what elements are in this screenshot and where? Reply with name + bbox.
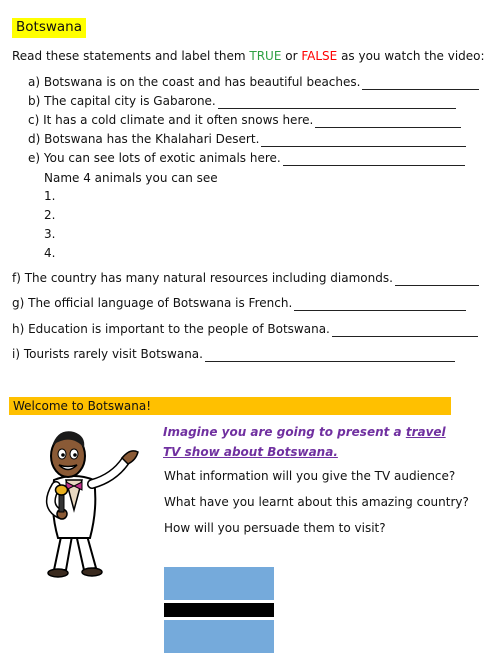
statement-a xyxy=(28,74,479,90)
botswana-flag-image xyxy=(164,567,274,653)
statement-f xyxy=(12,270,479,286)
animals-prompt: Name 4 animals you can see xyxy=(44,171,218,185)
statement-label: b) The capital city is Gabarone. xyxy=(28,94,216,108)
true-word: TRUE xyxy=(249,49,282,63)
answer-line[interactable] xyxy=(332,324,478,337)
statement-i xyxy=(12,346,455,362)
statement-c xyxy=(28,112,461,128)
statement-label: i) Tourists rarely visit Botswana. xyxy=(12,347,203,361)
instructions-after: as you watch the video: xyxy=(337,49,485,63)
statement-label: g) The official language of Botswana is French. xyxy=(12,296,293,310)
statement-h xyxy=(12,321,478,337)
statement-label: f) The country has many natural resources including diamonds. xyxy=(12,271,393,285)
animal-item[interactable]: 1. xyxy=(44,189,56,203)
animal-item[interactable]: 2. xyxy=(44,208,56,222)
answer-line[interactable] xyxy=(395,273,479,286)
answer-line[interactable] xyxy=(218,96,456,109)
answer-line[interactable] xyxy=(294,298,466,311)
false-word: FALSE xyxy=(301,49,338,63)
instructions-before: Read these statements and label them xyxy=(12,49,250,63)
statement-label: e) You can see lots of exotic animals here. xyxy=(28,151,281,165)
statement-e xyxy=(28,150,465,166)
statement-d xyxy=(28,131,466,147)
answer-line[interactable] xyxy=(261,134,466,147)
animal-item[interactable]: 3. xyxy=(44,227,56,241)
statement-label: a) Botswana is on the coast and has beautiful beaches. xyxy=(28,75,361,89)
statement-b xyxy=(28,93,456,109)
question-2: What have you learnt about this amazing country? xyxy=(164,495,469,509)
answer-line[interactable] xyxy=(362,77,479,90)
imagine-prompt xyxy=(163,422,453,462)
answer-line[interactable] xyxy=(205,349,455,362)
instructions-or: or xyxy=(281,49,302,63)
imagine-text: Imagine you are going to present a xyxy=(163,425,406,439)
statement-label: d) Botswana has the Khalahari Desert. xyxy=(28,132,260,146)
answer-line[interactable] xyxy=(283,153,465,166)
answer-line[interactable] xyxy=(315,115,461,128)
imagine-link: travel TV show about Botswana. xyxy=(163,425,446,459)
statement-label: h) Education is important to the people of Botswana. xyxy=(12,322,330,336)
instructions xyxy=(12,48,485,65)
welcome-banner: Welcome to Botswana! xyxy=(9,397,451,415)
page-title: Botswana xyxy=(12,18,86,38)
question-3: How will you persuade them to visit? xyxy=(164,521,386,535)
statement-label: c) It has a cold climate and it often snows here. xyxy=(28,113,314,127)
presenter-illustration xyxy=(14,420,162,580)
animal-item[interactable]: 4. xyxy=(44,246,56,260)
flag-black-stripe xyxy=(164,603,274,617)
question-1: What information will you give the TV audience? xyxy=(164,469,456,483)
statement-g xyxy=(12,295,466,311)
